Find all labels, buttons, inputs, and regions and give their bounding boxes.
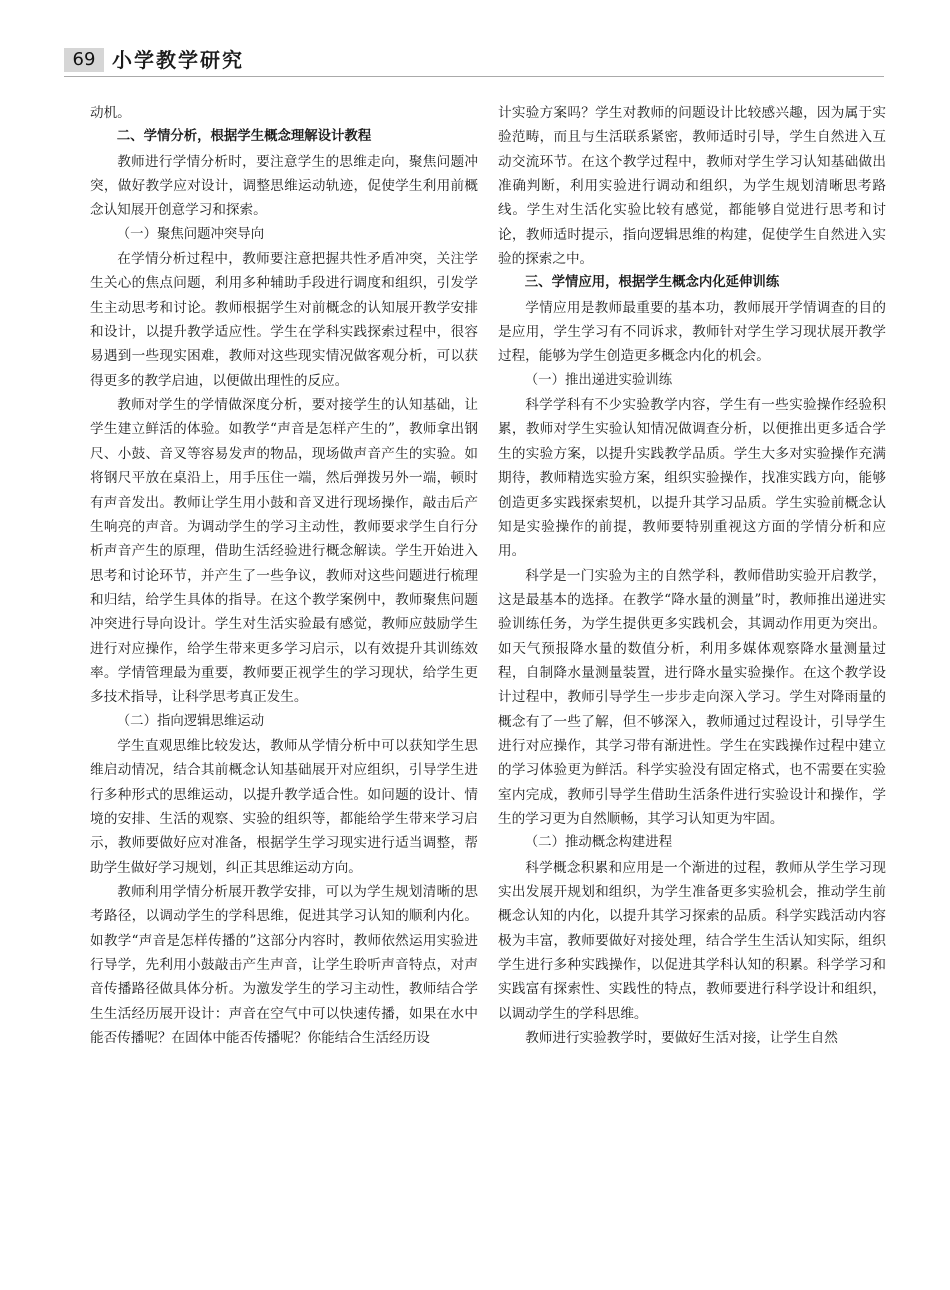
page-header <box>64 46 924 76</box>
subsection-heading: （一）推出递进实验训练 <box>524 372 673 388</box>
paragraph: 教师进行实验教学时，要做好生活对接，让学生自然 <box>525 1030 838 1047</box>
header-rule <box>64 76 884 77</box>
paragraph: 科学学科有不少实验教学内容，学生有一些实验操作经验积累，教师对学生实验认知情况做调查分析，以便推出更多适合学生的实验方案，以提升实践教学品质。学生大多对实验操作充满期待，教师精选实验方案，组织实验操作，找准实践方向，能够创造更多实践探索契机，以提升其学习品质。学生实验前概念认知是实验操作的前提，教师要特别重视这方面的学情分析和应用。 <box>498 397 886 560</box>
section-heading: 三、学情应用，根据学生概念内化延伸训练 <box>524 275 780 291</box>
subsection-heading: （二）指向逻辑思维运动 <box>116 713 265 729</box>
paragraph: 教师进行学情分析时，要注意学生的思维走向，聚焦问题冲突，做好教学应对设计，调整思维运动轨迹，促使学生利用前概念认知展开创意学习和探索。 <box>90 153 478 219</box>
right-column <box>498 101 886 1050</box>
subsection-heading: （一）聚焦问题冲突导向 <box>116 226 265 242</box>
left-column <box>90 101 478 1050</box>
paragraph: 动机。 <box>90 105 131 121</box>
paragraph: 科学是一门实验为主的自然学科，教师借助实验开启教学，这是最基本的选择。在教学“降水量的测量”时，教师推出递进实验训练任务，为学生提供更多实践机会，其调动作用更为突出。如天气预报降水量的数值分析，利用多媒体观察降水量测量过程，自制降水量测量装置，进行降水量实验操作。在这个教学设计过程中，教师引导学生一步步走向深入学习。学生对降雨量的概念有了一些了解，但不够深入，教师通过过程设计，引导学生进行对应操作，其学习带有渐进性。学生在实践操作过程中建立的学习体验更为鲜活。科学实验没有固定格式，也不需要在实验室内完成，教师引导学生借助生活条件进行实验设计和操作，学生的学习更为自然顺畅，其学习认知更为牢固。 <box>498 567 886 827</box>
paragraph: 在学情分析过程中，教师要注意把握共性矛盾冲突，关注学生关心的焦点问题，利用多种辅助手段进行调度和组织，引发学生主动思考和讨论。教师根据学生对前概念的认知展开教学安排和设计，以提升教学适应性。学生在学科实践探索过程中，很容易遇到一些现实困难，教师对这些现实情况做客观分析，可以获得更多的教学启迪，以便做出理性的反应。 <box>90 251 478 389</box>
page-number: 69 <box>64 48 104 72</box>
paragraph: 学情应用是教师最重要的基本功，教师展开学情调查的目的是应用，学生学习有不同诉求，教师针对学生学习现状展开教学过程，能够为学生创造更多概念内化的机会。 <box>498 299 886 365</box>
journal-title: 小学教学研究 <box>112 48 244 72</box>
paragraph: 教师利用学情分析展开教学安排，可以为学生规划清晰的思考路径，以调动学生的学科思维，促进其学习认知的顺利内化。如教学“声音是怎样传播的”这部分内容时，教师依然运用实验进行导学，先利用小鼓敲击产生声音，让学生聆听声音特点，对声音传播路径做具体分析。为激发学生的学习主动性，教师结合学生生活经历展开设计：声音在空气中可以快速传播，如果在水中能否传播呢？在固体中能否传播呢？你能结合生活经历设 <box>90 884 478 1047</box>
subsection-heading: （二）推动概念构建进程 <box>524 835 673 851</box>
paragraph: 计实验方案吗？学生对教师的问题设计比较感兴趣，因为属于实验范畴，而且与生活联系紧密，教师适时引导，学生自然进入互动交流环节。在这个教学过程中，教师对学生学习认知基础做出准确判断，利用实验进行调动和组织，为学生规划清晰思考路线。学生对生活化实验比较有感觉，都能够自觉进行思考和讨论，教师适时提示，指向逻辑思维的构建，促使学生自然进入实验的探索之中。 <box>498 105 886 268</box>
paragraph: 科学概念积累和应用是一个渐进的过程，教师从学生学习现实出发展开规划和组织，为学生准备更多实验机会，推动学生前概念认知的内化，以提升其学习探索的品质。科学实践活动内容极为丰富，教师要做好对接处理，结合学生生活认知实际，组织学生进行多种实践操作，以促进其学科认知的积累。科学学习和实践富有探索性、实践性的特点，教师要进行科学设计和组织，以调动学生的学科思维。 <box>498 859 886 1022</box>
paragraph: 教师对学生的学情做深度分析，要对接学生的认知基础，让学生建立鲜活的体验。如教学“声音是怎样产生的”，教师拿出钢尺、小鼓、音叉等容易发声的物品，现场做声音产生的实验。如将钢尺平放在桌沿上，用手压住一端，然后弹拨另外一端，顿时有声音发出。教师让学生用小鼓和音叉进行现场操作，敲击后产生响亮的声音。为调动学生的学习主动性，教师要求学生自行分析声音产生的原理，借助生活经验进行概念解读。学生开始进入思考和讨论环节，并产生了一些争议，教师对这些问题进行梳理和归结，给学生具体的指导。在这个教学案例中，教师聚焦问题冲突进行导向设计。学生对生活实验最有感觉，教师应鼓励学生进行对应操作，给学生带来更多学习启示，以有效提升其训练效率。学情管理最为重要，教师要正视学生的学习现状，给学生更多技术指导，让科学思考真正发生。 <box>90 397 478 706</box>
section-heading: 二、学情分析，根据学生概念理解设计教程 <box>116 129 372 145</box>
paragraph: 学生直观思维比较发达，教师从学情分析中可以获知学生思维启动情况，结合其前概念认知基础展开对应组织，引导学生进行多种形式的思维运动，以提升教学适合性。如问题的设计、情境的安排、生活的观察、实验的组织等，都能给学生带来学习启示，教师要做好应对准备，根据学生学习现实进行适当调整，帮助学生做好学习规划，纠正其思维运动方向。 <box>90 737 478 876</box>
